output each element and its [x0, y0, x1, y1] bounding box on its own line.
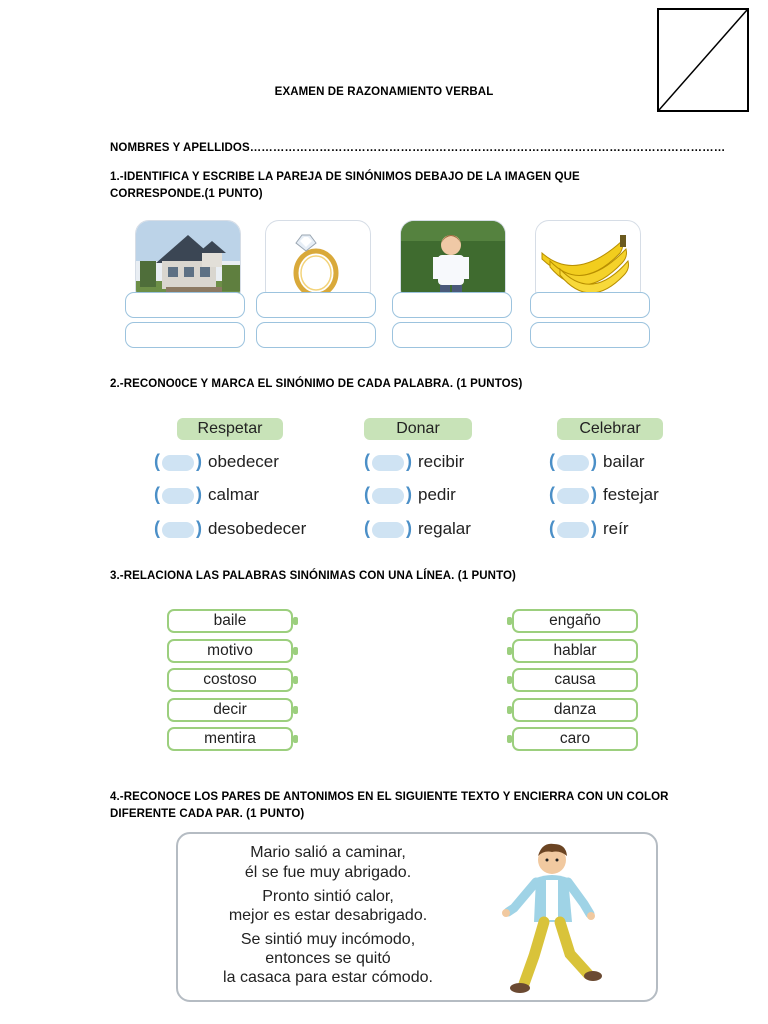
header-celebrar: Celebrar [557, 418, 663, 440]
option-bailar[interactable]: ( ) bailar [549, 450, 645, 471]
word-right-hablar[interactable]: hablar [512, 639, 638, 663]
option-reir[interactable]: ( ) reír [549, 517, 629, 538]
answer-box-boy-1[interactable] [392, 292, 512, 318]
answer-box-house-2[interactable] [125, 322, 245, 348]
connector-nub [507, 735, 512, 743]
word-left-mentira[interactable]: mentira [167, 727, 293, 751]
answer-box-ring-2[interactable] [256, 322, 376, 348]
question-3-text: 3.-RELACIONA LAS PALABRAS SINÓNIMAS CON UNA LÍNEA. (1 PUNTO) [110, 570, 516, 582]
connector-nub [507, 676, 512, 684]
connector-nub [293, 735, 298, 743]
word-right-caro[interactable]: caro [512, 727, 638, 751]
story-line: Se sintió muy incómodo, [240, 931, 416, 948]
option-checkbox[interactable]: ( ) [549, 450, 597, 471]
option-checkbox[interactable]: ( ) [364, 450, 412, 471]
option-checkbox[interactable]: ( ) [154, 450, 202, 471]
option-checkbox[interactable]: ( ) [154, 483, 202, 504]
connector-nub [507, 617, 512, 625]
option-pedir[interactable]: ( ) pedir [364, 483, 456, 504]
option-obedecer[interactable]: ( ) obedecer [154, 450, 279, 471]
answer-box-bananas-1[interactable] [530, 292, 650, 318]
option-checkbox[interactable]: ( ) [364, 517, 412, 538]
option-checkbox[interactable]: ( ) [154, 517, 202, 538]
connector-nub [507, 647, 512, 655]
answer-box-ring-1[interactable] [256, 292, 376, 318]
header-donar: Donar [364, 418, 472, 440]
connector-nub [293, 617, 298, 625]
story-line: la casaca para estar cómodo. [223, 969, 433, 986]
word-right-causa[interactable]: causa [512, 668, 638, 692]
connector-nub [507, 706, 512, 714]
question-2-text: 2.-RECONO0CE Y MARCA EL SINÓNIMO DE CADA PALABRA. (1 PUNTOS) [110, 378, 523, 390]
walking-boy-illustration [494, 838, 604, 996]
option-calmar[interactable]: ( ) calmar [154, 483, 260, 504]
word-right-danza[interactable]: danza [512, 698, 638, 722]
story-line: entonces se quitó [265, 950, 391, 967]
story-line: él se fue muy abrigado. [244, 864, 412, 881]
header-respetar: Respetar [177, 418, 283, 440]
option-checkbox[interactable]: ( ) [364, 483, 412, 504]
answer-box-house-1[interactable] [125, 292, 245, 318]
question-4-text: 4.-RECONOCE LOS PARES DE ANTONIMOS EN EL SIGUIENTE TEXTO Y ENCIERRA CON UN COLOR DIFERENTE CADA PAR. (1 PUNTO) [110, 791, 669, 820]
story-line: Pronto sintió calor, [262, 888, 394, 905]
option-desobedecer[interactable]: ( ) desobedecer [154, 517, 307, 538]
option-recibir[interactable]: ( ) recibir [364, 450, 465, 471]
option-checkbox[interactable]: ( ) [549, 483, 597, 504]
option-festejar[interactable]: ( ) festejar [549, 483, 659, 504]
word-left-costoso[interactable]: costoso [167, 668, 293, 692]
option-regalar[interactable]: ( ) regalar [364, 517, 471, 538]
page-title: EXAMEN DE RAZONAMIENTO VERBAL [274, 86, 494, 98]
connector-nub [293, 676, 298, 684]
word-left-motivo[interactable]: motivo [167, 639, 293, 663]
connector-nub [293, 706, 298, 714]
word-left-decir[interactable]: decir [167, 698, 293, 722]
connector-nub [293, 647, 298, 655]
word-left-baile[interactable]: baile [167, 609, 293, 633]
option-checkbox[interactable]: ( ) [549, 517, 597, 538]
answer-box-bananas-2[interactable] [530, 322, 650, 348]
names-line: NOMBRES Y APELLIDOS…………………………………………………………………………………………………………… [110, 142, 726, 154]
word-right-engano[interactable]: engaño [512, 609, 638, 633]
story-line: Mario salió a caminar, [250, 844, 406, 861]
answer-box-boy-2[interactable] [392, 322, 512, 348]
story-line: mejor es estar desabrigado. [228, 907, 428, 924]
story-box [176, 832, 658, 1002]
question-1-text: 1.-IDENTIFICA Y ESCRIBE LA PAREJA DE SINÓNIMOS DEBAJO DE LA IMAGEN QUE CORRESPONDE.(1 PUNTO) [110, 171, 580, 200]
